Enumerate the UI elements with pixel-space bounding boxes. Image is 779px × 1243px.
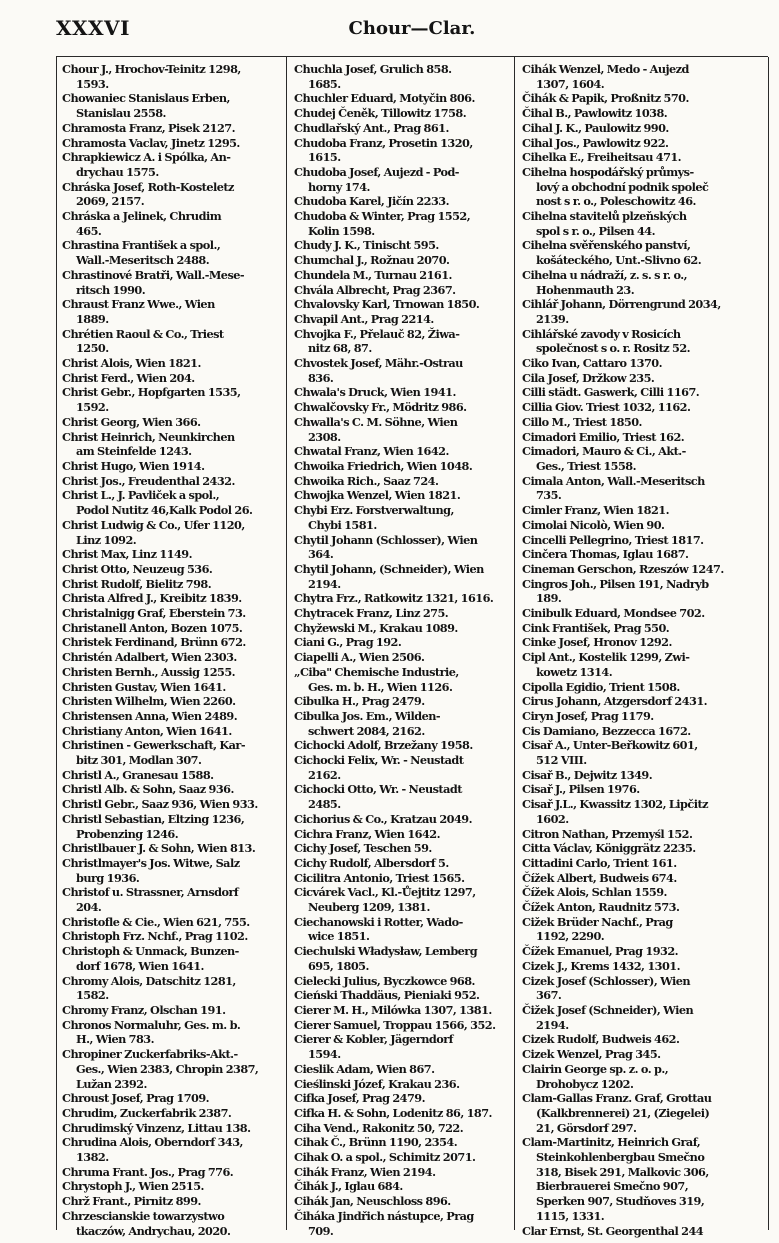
entry-line: Cifka H. & Sohn, Lodenitz 86, 187. bbox=[294, 1105, 492, 1120]
entry-line: Cielecki Julius, Byczkowce 968. bbox=[294, 973, 475, 988]
entry-continuation-line: Lužan 2392. bbox=[76, 1076, 147, 1091]
entry-line: Cichocki Adolf, Brzežany 1958. bbox=[294, 738, 473, 753]
entry-line: Chrudina Alois, Oberndorf 343, bbox=[62, 1135, 243, 1150]
entry-line: Christén Adalbert, Wien 2303. bbox=[62, 650, 237, 665]
entry-continuation-line: Ges., Triest 1558. bbox=[536, 458, 636, 473]
entry-line: Cichy Josef, Teschen 59. bbox=[294, 841, 432, 856]
entry-line: Christen Wilhelm, Wien 2260. bbox=[62, 694, 236, 709]
entry-continuation-line: 1307, 1604. bbox=[536, 76, 605, 91]
entry-line: Chronos Normaluhr, Ges. m. b. bbox=[62, 1017, 241, 1032]
entry-line: Chrétien Raoul & Co., Triest bbox=[62, 326, 224, 341]
entry-line: Chuchler Eduard, Motyčin 806. bbox=[294, 91, 475, 106]
entry-continuation-line: 1592. bbox=[76, 400, 109, 415]
entry-line: Cihelna u nádraží, z. s. s r. o., bbox=[522, 267, 687, 282]
entry-line: Chromy Alois, Datschitz 1281, bbox=[62, 973, 236, 988]
entry-line: Cimadori, Mauro & Ci., Akt.- bbox=[522, 444, 686, 459]
entry-continuation-line: 709. bbox=[308, 1223, 334, 1238]
entry-line: Cisař B., Dejwitz 1349. bbox=[522, 767, 653, 782]
entry-continuation-line: 2194. bbox=[308, 576, 341, 591]
entry-line: Christen Bernh., Aussig 1255. bbox=[62, 664, 236, 679]
entry-continuation-line: Hohenmauth 23. bbox=[536, 282, 635, 297]
entry-line: Čihák & Papik, Proßnitz 570. bbox=[522, 91, 689, 106]
entry-line: Cink František, Prag 550. bbox=[522, 620, 670, 635]
entry-line: Christ Hugo, Wien 1914. bbox=[62, 458, 205, 473]
entry-line: Christl Sebastian, Eltzing 1236, bbox=[62, 811, 245, 826]
entry-line: Chruma Frant. Jos., Prag 776. bbox=[62, 1164, 234, 1179]
entries-column-3 bbox=[522, 62, 762, 1238]
entry-line: Chrzescianskie towarzystwo bbox=[62, 1208, 225, 1223]
entry-line: Ciechulski Władysław, Lemberg bbox=[294, 944, 478, 959]
entry-line: Chyžewski M., Krakau 1089. bbox=[294, 620, 458, 635]
entry-line: Cirus Johann, Atzgersdorf 2431. bbox=[522, 694, 708, 709]
entry-line: Christek Ferdinand, Brünn 672. bbox=[62, 635, 246, 650]
entry-continuation-line: 1615. bbox=[308, 150, 341, 165]
entry-line: Cisař A., Unter-Beřkowitz 601, bbox=[522, 738, 698, 753]
entry-continuation-line: Podol Nutitz 46,Kalk Podol 26. bbox=[76, 503, 253, 518]
entry-line: Christoph Frz. Nchf., Prag 1102. bbox=[62, 929, 248, 944]
entry-line: Cipl Ant., Kostelik 1299, Zwi- bbox=[522, 650, 690, 665]
entry-continuation-line: Neuberg 1209, 1381. bbox=[308, 900, 430, 915]
entry-continuation-line: 2485. bbox=[308, 797, 341, 812]
entry-line: Chwalčovsky Fr., Mödritz 986. bbox=[294, 400, 467, 415]
entry-line: Cisař J., Pilsen 1976. bbox=[522, 782, 640, 797]
entry-line: Christof u. Strassner, Arnsdorf bbox=[62, 885, 239, 900]
entry-line: Chudy J. K., Tinischt 595. bbox=[294, 238, 439, 253]
entry-line: Christ Jos., Freudenthal 2432. bbox=[62, 473, 235, 488]
entry-continuation-line: 1115, 1331. bbox=[536, 1208, 605, 1223]
entry-continuation-line: Kolin 1598. bbox=[308, 223, 375, 238]
entry-line: Chwojka Wenzel, Wien 1821. bbox=[294, 488, 461, 503]
entry-continuation-line: drychau 1575. bbox=[76, 164, 159, 179]
column-divider bbox=[286, 57, 287, 1230]
entry-line: Cinčera Thomas, Iglau 1687. bbox=[522, 547, 689, 562]
entry-line: Chvapil Ant., Prag 2214. bbox=[294, 311, 434, 326]
entry-line: Christ Max, Linz 1149. bbox=[62, 547, 192, 562]
entry-continuation-line: 367. bbox=[536, 988, 562, 1003]
entry-line: „Ciba" Chemische Industrie, bbox=[294, 664, 459, 679]
entry-line: Christ Otto, Neuzeug 536. bbox=[62, 561, 213, 576]
entry-line: Chrapkiewicz A. i Spólka, An- bbox=[62, 150, 231, 165]
entry-line: Christensen Anna, Wien 2489. bbox=[62, 708, 238, 723]
entry-line: Cihak Č., Brünn 1190, 2354. bbox=[294, 1135, 458, 1150]
entry-line: Citron Nathan, Przemyśl 152. bbox=[522, 826, 693, 841]
entry-continuation-line: 695, 1805. bbox=[308, 958, 369, 973]
entry-continuation-line: 1602. bbox=[536, 811, 569, 826]
entry-line: Chroust Josef, Prag 1709. bbox=[62, 1091, 210, 1106]
entry-line: Christen Gustav, Wien 1641. bbox=[62, 679, 226, 694]
column-divider bbox=[56, 57, 57, 1230]
entry-continuation-line: wice 1851. bbox=[308, 929, 370, 944]
entry-line: Cižek Brüder Nachf., Prag bbox=[522, 914, 673, 929]
entry-line: Chvojka F., Přelauč 82, Žiwa- bbox=[294, 326, 460, 341]
entry-line: Christlbauer J. & Sohn, Wien 813. bbox=[62, 841, 256, 856]
entry-line: Chudoba Josef, Aujezd - Pod- bbox=[294, 164, 459, 179]
entry-continuation-line: horny 174. bbox=[308, 179, 370, 194]
entry-line: Cihelna svěřenského panství, bbox=[522, 238, 691, 253]
entry-continuation-line: společnost s o. r. Rositz 52. bbox=[536, 341, 691, 356]
entry-line: Christalnigg Graf, Eberstein 73. bbox=[62, 606, 246, 621]
entry-continuation-line: 1250. bbox=[76, 341, 109, 356]
entry-line: Cifka Josef, Prag 2479. bbox=[294, 1091, 425, 1106]
entry-continuation-line: nitz 68, 87. bbox=[308, 341, 372, 356]
entry-line: Clam-Martinitz, Heinrich Graf, bbox=[522, 1135, 701, 1150]
entry-line: Chour J., Hrochov-Teinitz 1298, bbox=[62, 62, 241, 76]
entry-line: Chráska Josef, Roth-Kosteletz bbox=[62, 179, 234, 194]
entry-line: Christ Ferd., Wien 204. bbox=[62, 370, 195, 385]
entry-line: Cierer Samuel, Troppau 1566, 352. bbox=[294, 1017, 496, 1032]
entry-line: Chudej Čeněk, Tillowitz 1758. bbox=[294, 106, 467, 121]
entry-line: Christ Ludwig & Co., Ufer 1120, bbox=[62, 517, 245, 532]
entry-line: Chudoba & Winter, Prag 1552, bbox=[294, 209, 471, 224]
entry-line: Ciapelli A., Wien 2506. bbox=[294, 650, 425, 665]
entry-line: Chrastina František a spol., bbox=[62, 238, 221, 253]
entry-continuation-line: 1593. bbox=[76, 76, 109, 91]
entry-line: Cierer M. H., Milówka 1307, 1381. bbox=[294, 1003, 492, 1017]
entry-continuation-line: 1685. bbox=[308, 76, 341, 91]
entry-line: Christl A., Granesau 1588. bbox=[62, 767, 214, 782]
entry-line: Cinibulk Eduard, Mondsee 702. bbox=[522, 606, 705, 621]
entry-line: Cihal Jos., Pawlowitz 922. bbox=[522, 135, 669, 150]
entry-line: Christanell Anton, Bozen 1075. bbox=[62, 620, 243, 635]
entry-line: Clar Ernst, St. Georgenthal 244 bbox=[522, 1223, 704, 1238]
entry-line: Cibulka H., Prag 2479. bbox=[294, 694, 425, 709]
entry-line: Cihák Jan, Neuschloss 896. bbox=[294, 1194, 451, 1209]
entry-continuation-line: 1582. bbox=[76, 988, 109, 1003]
entry-line: Christofle & Cie., Wien 621, 755. bbox=[62, 914, 250, 929]
entry-continuation-line: lový a obchodní podnik společ bbox=[536, 179, 709, 194]
entry-line: Čížek Alois, Schlan 1559. bbox=[522, 885, 667, 900]
entry-continuation-line: 189. bbox=[536, 591, 562, 606]
entry-line: Cihlářské zavody v Rosicích bbox=[522, 326, 681, 341]
entry-line: Chudlařský Ant., Prag 861. bbox=[294, 120, 449, 135]
entry-continuation-line: (Kalkbrennerei) 21, (Ziegelei) bbox=[536, 1105, 710, 1120]
entry-line: Cihák Franz, Wien 2194. bbox=[294, 1164, 436, 1179]
entry-line: Christoph & Unmack, Bunzen- bbox=[62, 944, 239, 959]
entry-line: Cillia Giov. Triest 1032, 1162. bbox=[522, 400, 691, 415]
entry-continuation-line: tkaczów, Andrychau, 2020. bbox=[76, 1223, 231, 1238]
entry-continuation-line: dorf 1678, Wien 1641. bbox=[76, 958, 204, 973]
entry-line: Cinke Josef, Hronov 1292. bbox=[522, 635, 672, 650]
entry-continuation-line: nost s r. o., Poleschowitz 46. bbox=[536, 194, 696, 209]
entry-continuation-line: Probenzing 1246. bbox=[76, 826, 179, 841]
entry-line: Chrystoph J., Wien 2515. bbox=[62, 1179, 204, 1194]
entry-line: Christa Alfred J., Kreibitz 1839. bbox=[62, 591, 242, 606]
entry-line: Chramosta Franz, Pisek 2127. bbox=[62, 120, 235, 135]
entry-line: Chudoba Karel, Jičín 2233. bbox=[294, 194, 449, 209]
entry-line: Cieslik Adam, Wien 867. bbox=[294, 1061, 435, 1076]
entry-line: Cichy Rudolf, Albersdorf 5. bbox=[294, 855, 449, 870]
entries-column-1 bbox=[62, 62, 284, 1238]
entry-continuation-line: Wall.-Meseritsch 2488. bbox=[76, 253, 210, 268]
entry-continuation-line: am Steinfelde 1243. bbox=[76, 444, 192, 459]
entry-line: Čihal B., Pawlowitz 1038. bbox=[522, 106, 668, 121]
entry-line: Christiany Anton, Wien 1641. bbox=[62, 723, 232, 738]
entry-continuation-line: Drohobycz 1202. bbox=[536, 1076, 634, 1091]
entry-line: Citta Václav, Königgrätz 2235. bbox=[522, 841, 696, 856]
entry-continuation-line: Chybi 1581. bbox=[308, 517, 377, 532]
entry-line: Chrudim, Zuckerfabrik 2387. bbox=[62, 1105, 232, 1120]
entry-line: Clairin George sp. z. o. p., bbox=[522, 1061, 669, 1076]
entry-line: Chundela M., Turnau 2161. bbox=[294, 267, 452, 282]
entry-line: Cihak O. a spol., Schimitz 2071. bbox=[294, 1150, 476, 1165]
entry-line: Chwalla's C. M. Söhne, Wien bbox=[294, 414, 458, 429]
entry-line: Cibulka Jos. Em., Wilden- bbox=[294, 708, 441, 723]
entry-line: Chromy Franz, Olschan 191. bbox=[62, 1003, 226, 1017]
entry-continuation-line: 2139. bbox=[536, 311, 569, 326]
entry-continuation-line: 204. bbox=[76, 900, 102, 915]
entry-continuation-line: 735. bbox=[536, 488, 562, 503]
entry-line: Christ Gebr., Hopfgarten 1535, bbox=[62, 385, 241, 400]
entry-line: Čihák J., Iglau 684. bbox=[294, 1179, 403, 1194]
entry-line: Ciani G., Prag 192. bbox=[294, 635, 402, 650]
entry-line: Chumchal J., Rožnau 2070. bbox=[294, 253, 450, 268]
entry-line: Christlmayer's Jos. Witwe, Salz bbox=[62, 855, 240, 870]
entry-line: Cisař J.L., Kwassitz 1302, Lipčitz bbox=[522, 797, 708, 812]
entry-line: Chytra Frz., Ratkowitz 1321, 1616. bbox=[294, 591, 494, 606]
entry-line: Cingros Joh., Pilsen 191, Nadryb bbox=[522, 576, 709, 591]
entry-line: Chytil Johann (Schlosser), Wien bbox=[294, 532, 478, 547]
entry-line: Čiháka Jindřich nástupce, Prag bbox=[294, 1208, 474, 1223]
entry-line: Chvála Albrecht, Prag 2367. bbox=[294, 282, 456, 297]
entry-line: Clam-Gallas Franz. Graf, Grottau bbox=[522, 1091, 712, 1106]
entry-line: Cizek Rudolf, Budweis 462. bbox=[522, 1032, 680, 1047]
entry-line: Cizek Josef (Schlosser), Wien bbox=[522, 973, 691, 988]
entry-line: Christl Gebr., Saaz 936, Wien 933. bbox=[62, 797, 258, 812]
entry-continuation-line: 364. bbox=[308, 547, 334, 562]
entry-line: Cihlář Johann, Dörrengrund 2034, bbox=[522, 297, 721, 312]
entry-continuation-line: spol s r. o., Pilsen 44. bbox=[536, 223, 655, 238]
entry-line: Chwala's Druck, Wien 1941. bbox=[294, 385, 456, 400]
entry-continuation-line: 836. bbox=[308, 370, 334, 385]
entry-continuation-line: 21, Görsdorf 297. bbox=[536, 1120, 637, 1135]
entry-continuation-line: 1594. bbox=[308, 1047, 341, 1062]
entry-line: Cittadini Carlo, Trient 161. bbox=[522, 855, 677, 870]
entry-line: Cilli städt. Gaswerk, Cilli 1167. bbox=[522, 385, 700, 400]
page-header bbox=[56, 12, 768, 46]
entry-continuation-line: 1192, 2290. bbox=[536, 929, 605, 944]
entry-continuation-line: 1889. bbox=[76, 311, 109, 326]
entry-line: Cihelna hospodářský průmys- bbox=[522, 164, 694, 179]
entry-line: Chramosta Vaclav, Jinetz 1295. bbox=[62, 135, 240, 150]
entry-line: Čížek Anton, Raudnitz 573. bbox=[522, 900, 680, 915]
entry-line: Chraust Franz Wwe., Wien bbox=[62, 297, 215, 312]
entry-line: Cihelna stavitelů plzeňských bbox=[522, 209, 687, 224]
entry-line: Cineman Gerschon, Rzeszów 1247. bbox=[522, 561, 724, 576]
entry-line: Cicilitra Antonio, Triest 1565. bbox=[294, 870, 465, 885]
entry-continuation-line: 318, Bisek 291, Malkovic 306, bbox=[536, 1164, 709, 1179]
entry-line: Chytil Johann, (Schneider), Wien bbox=[294, 561, 484, 576]
entry-line: Čižek Josef (Schneider), Wien bbox=[522, 1003, 694, 1017]
entry-continuation-line: košáteckého, Unt.-Slivno 62. bbox=[536, 253, 702, 268]
entry-line: Chwoika Rich., Saaz 724. bbox=[294, 473, 439, 488]
page-title: Chour—Clar. bbox=[348, 18, 476, 39]
entry-line: Chropiner Zuckerfabriks-Akt.- bbox=[62, 1047, 238, 1062]
entry-continuation-line: 465. bbox=[76, 223, 102, 238]
entry-continuation-line: kowetz 1314. bbox=[536, 664, 613, 679]
header-rule bbox=[56, 56, 768, 57]
entry-line: Cihák Wenzel, Medo - Aujezd bbox=[522, 62, 689, 76]
entry-line: Cichocki Otto, Wr. - Neustadt bbox=[294, 782, 462, 797]
entry-continuation-line: Ges., Wien 2383, Chropin 2387, bbox=[76, 1061, 259, 1076]
entry-line: Christl Alb. & Sohn, Saaz 936. bbox=[62, 782, 234, 797]
entry-line: Chuchla Josef, Grulich 858. bbox=[294, 62, 452, 76]
entry-line: Christinen - Gewerkschaft, Kar- bbox=[62, 738, 245, 753]
entry-line: Christ Rudolf, Bielitz 798. bbox=[62, 576, 212, 591]
entry-continuation-line: 1382. bbox=[76, 1150, 109, 1165]
entry-continuation-line: 512 VIII. bbox=[536, 753, 587, 768]
entry-continuation-line: Steinkohlenbergbau Smečno bbox=[536, 1150, 705, 1165]
entry-line: Ciha Vend., Rakonitz 50, 722. bbox=[294, 1120, 464, 1135]
entry-line: Chowaniec Stanislaus Erben, bbox=[62, 91, 230, 106]
entry-line: Cimala Anton, Wall.-Meseritsch bbox=[522, 473, 705, 488]
entry-line: Cihelka E., Freiheitsau 471. bbox=[522, 150, 682, 165]
entry-line: Christ Alois, Wien 1821. bbox=[62, 356, 201, 371]
entry-continuation-line: 2162. bbox=[308, 767, 341, 782]
entry-continuation-line: schwert 2084, 2162. bbox=[308, 723, 425, 738]
entry-line: Chrastinové Bratři, Wall.-Mese- bbox=[62, 267, 245, 282]
entry-continuation-line: 2308. bbox=[308, 429, 341, 444]
entry-line: Cichorius & Co., Kratzau 2049. bbox=[294, 811, 472, 826]
entry-line: Cichra Franz, Wien 1642. bbox=[294, 826, 440, 841]
entry-line: Chvostek Josef, Mähr.-Ostrau bbox=[294, 356, 463, 371]
entry-continuation-line: Stanislau 2558. bbox=[76, 106, 166, 121]
page-number: XXXVI bbox=[56, 16, 130, 40]
entry-continuation-line: Bierbrauerei Smečno 907, bbox=[536, 1179, 689, 1194]
entry-line: Ciechanowski i Rotter, Wado- bbox=[294, 914, 463, 929]
entries-column-2 bbox=[294, 62, 516, 1238]
entry-line: Chráska a Jelinek, Chrudim bbox=[62, 209, 222, 224]
entry-line: Ciryn Josef, Prag 1179. bbox=[522, 708, 654, 723]
entry-line: Chudoba Franz, Prosetin 1320, bbox=[294, 135, 473, 150]
entry-line: Chvalovsky Karl, Trnowan 1850. bbox=[294, 297, 480, 312]
entry-line: Cihal J. K., Paulowitz 990. bbox=[522, 120, 669, 135]
entry-line: Čížek Albert, Budweis 674. bbox=[522, 870, 677, 885]
entry-line: Cila Josef, Držkow 235. bbox=[522, 370, 655, 385]
entry-continuation-line: Sperken 907, Studňoves 319, bbox=[536, 1194, 705, 1209]
entry-line: Cieślinski Józef, Krakau 236. bbox=[294, 1076, 460, 1091]
entry-line: Čížek Emanuel, Prag 1932. bbox=[522, 944, 679, 959]
entry-line: Ciko Ivan, Cattaro 1370. bbox=[522, 356, 662, 371]
entry-line: Cizek Wenzel, Prag 345. bbox=[522, 1047, 661, 1062]
entry-line: Chrž Frant., Pirnitz 899. bbox=[62, 1194, 201, 1209]
entry-continuation-line: Linz 1092. bbox=[76, 532, 137, 547]
entry-line: Christ Georg, Wien 366. bbox=[62, 414, 201, 429]
entry-continuation-line: 2194. bbox=[536, 1017, 569, 1032]
entry-continuation-line: Ges. m. b. H., Wien 1126. bbox=[308, 679, 453, 694]
entry-line: Cieński Thaddäus, Pieniaki 952. bbox=[294, 988, 480, 1003]
entry-line: Cillo M., Triest 1850. bbox=[522, 414, 642, 429]
entry-line: Cincelli Pellegrino, Triest 1817. bbox=[522, 532, 704, 547]
entry-line: Chwatal Franz, Wien 1642. bbox=[294, 444, 449, 459]
entry-line: Chrudimský Vinzenz, Littau 138. bbox=[62, 1120, 251, 1135]
entry-line: Christ L., J. Pavliček a spol., bbox=[62, 488, 220, 503]
entry-line: Cierer & Kobler, Jägerndorf bbox=[294, 1032, 453, 1047]
entry-line: Cizek J., Krems 1432, 1301. bbox=[522, 958, 680, 973]
entry-line: Chytracek Franz, Linz 275. bbox=[294, 606, 449, 621]
entry-continuation-line: H., Wien 783. bbox=[76, 1032, 154, 1047]
entry-continuation-line: burg 1936. bbox=[76, 870, 140, 885]
entry-line: Cimolai Nicolò, Wien 90. bbox=[522, 517, 665, 532]
entry-line: Cicvárek Vacl., Kl.-Ůejtitz 1297, bbox=[294, 885, 476, 900]
entry-continuation-line: 2069, 2157. bbox=[76, 194, 145, 209]
entry-line: Cipolla Egidio, Trient 1508. bbox=[522, 679, 680, 694]
entry-line: Chybi Erz. Forstverwaltung, bbox=[294, 503, 454, 518]
entry-line: Cichocki Felix, Wr. - Neustadt bbox=[294, 753, 464, 768]
entry-line: Cimadori Emilio, Triest 162. bbox=[522, 429, 685, 444]
entry-continuation-line: bitz 301, Modlan 307. bbox=[76, 753, 202, 768]
entry-line: Christ Heinrich, Neunkirchen bbox=[62, 429, 235, 444]
entry-continuation-line: ritsch 1990. bbox=[76, 282, 146, 297]
entry-line: Cis Damiano, Bezzecca 1672. bbox=[522, 723, 691, 738]
column-divider bbox=[768, 57, 769, 1230]
entry-line: Cimler Franz, Wien 1821. bbox=[522, 503, 669, 518]
entry-line: Chwoika Friedrich, Wien 1048. bbox=[294, 458, 473, 473]
